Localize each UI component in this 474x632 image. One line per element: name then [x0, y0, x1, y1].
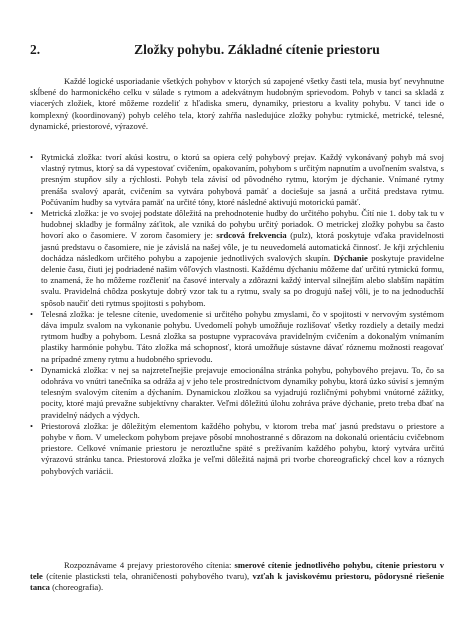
closing-paragraph: [30, 560, 444, 594]
closing-text: (choreografia).: [49, 582, 104, 593]
emphasized-text: smerové cítenie jednotlivého pohybu, cítenie priestoru v tele: [30, 560, 444, 582]
bullet-icon: •: [30, 152, 33, 162]
list-item: [30, 309, 444, 365]
section-title: Zložky pohybu. Základné cítenie priestoru: [134, 42, 380, 57]
section-heading: [30, 42, 444, 60]
bullet-icon: •: [30, 308, 33, 319]
item-text: Metrická zložka: je vo svojej podstate dôležitá na prehodnotenie hudby do určitého pohybu. Čítí nie 1. doby tak tu v hudobnej skladby je formálny záťitok, ale vzniká do pohybu určitý poriadok. O metrickej zložky pohybu sa často hovorí ako o časomiere. V zorom časomiery je:: [41, 208, 444, 241]
item-text: (pulz), ktorá poskytuje vďaka pravidelnosti jasnú predstavu o časomiere, nie je závislá na našej vôle, je tu neuvedomelá automatická činnosť. Je kŕji zrýchleniu dochádza následkom určitého pohybu a zapojenie jednotlivých svalových skupín.: [41, 230, 445, 263]
bullet-icon: •: [30, 420, 33, 431]
bullet-icon: •: [30, 364, 33, 375]
closing-text: (cítenie plasticksti tela, ohraničenosti pohybového tvaru),: [42, 571, 253, 582]
list-item: [30, 365, 444, 421]
bullet-icon: •: [30, 208, 33, 219]
section-number: 2.: [30, 42, 41, 57]
emphasized-text: vzťah k javiskovému priestoru, pôdorysné riešenie tanca: [30, 571, 444, 593]
item-text: Dynamická zložka: v nej sa najzreteľnejšie prejavuje emocionálna stránka pohybu, pohybového prejavu. To, čo sa odohráva vo vnútri tanečníka sa odráža aj v jeho tele prostredníctvom dynamiky pohybu, ktorá úzko súvisí s jemným telesným svalovým cítením a dýchaním. Dynamickou zložkou sa vyjadrujú rozličnými pohybmi vnútorné zážitky, pocity, ktoré majú prevažne subjektívny charakter. Veľmi dôležitú úlohu zohráva práve dýchanie, preto treba dbať na pravidelný nádych a výdych.: [41, 364, 444, 420]
component-list: [30, 152, 444, 477]
list-item: [30, 421, 444, 477]
item-text: Priestorová zložka: je dôležitým elementom každého pohybu, v ktorom treba mať jasnú predstavu o priestore a pohybe v ňom. V umeleckom pohybom prejave pôsobí mnohostranné s dôrazom na dokonalú orientáciu cvičebnom priestore. Celkové vnímanie priestoru je neroztlučne späté s prežívaním každého pohybu, ktorý vytvára určitú výrazovú stránku tanca. Priestorová zložka je veľmi dôležitá najmä pri tvorbe choreografický chcel kov a róznych pohybových variácii.: [41, 420, 444, 476]
item-text: Rytmická zložka: tvorí akúsi kostru, o ktorú sa opiera celý pohybový prejav. Každý vykonávaný pohyb má svoj vlastný rytmus, ktorý sa dá vypestovať cvičením, opakovaním, pohybom s určitým napnutím a uvoľnením svalstva, s presným stupňov sily a rýchlosti. Pohyb tela závisí od pôvodného rytmu, ktorým je dýchanie. Vnímané rytmy prenáša svalový aparát, cvičením sa vytvára pohybová pamäť a dociešuje sa jasná a určitá predstava rytmu. Počúvaním hudby sa vytvára pamäť na určité tóny, ktoré následné aktivujú motorickú pamäť.: [41, 152, 444, 207]
emphasized-text: srdcová frekvencia: [216, 230, 287, 241]
intro-paragraph: Každé logické usporiadanie všetkých pohybov v ktorých sú zapojené všetky časti tela, musia byť nevyhnutne skĺbené do harmonického celku v súlade s rytmom a adekvátnym hudobným sprievodom. Pohyb v tanci sa skladá z viacerých zložiek, ktoré môžeme rozdeliť z hľadiska smeru, dynamiky, priestoru a kvality pohybu. V tanci ide o komplexný (koordinovaný) pohyb celého tela, ktorý zahŕňa nasledujúce zložky pohybu: rytmické, metrické, telesné, dynamické, priestorové, výrazové.: [30, 76, 444, 131]
closing-text: Rozpoznávame 4 prejavy priestorového cítenia:: [64, 560, 235, 570]
item-text: Telesná zložka: je telesne cítenie, uvedomenie si určitého pohybu zmyslami, čo v spojitosti v nervovým systémom dáva impulz svalom na vykonanie pohybu. Uvedomelí pohyb umožňuje rozlišovať všetky rozdiely a detaily medzi rytmom hudby a pohybom. Lesná zložka sa postupne vypracováva pravidelným cvičením a dokonalým vnímaním plastiky harmónie pohybu. Táto zložka má schopnosť, ktorá umožňuje sústavne dávať róznemu možnosti reagovať na prípadné zmeny rytmu a hudobného sprievodu.: [41, 308, 444, 364]
list-item: [30, 152, 444, 208]
emphasized-text: Dýchanie: [333, 252, 368, 263]
item-text: poskytuje pravidelne delenie času, čiuti jej podriadené našim vôľových vlastnosti. Každému dýchaniu môžeme dať určitú rytmickú formu, to znamená, že ho môžeme rozčleniť na časové intervaly a zdôrazni každý interval silnejším alebo slabším napätím svalu. Pravidelná chôdza poskytuje dobrý vzor tak tu a rytmu, svaly sa po drogujú našej vôli, je to na jednoduchší spôsob naučiť deti rytmus spojitosti s pohybom.: [41, 252, 444, 308]
list-item: [30, 208, 444, 309]
